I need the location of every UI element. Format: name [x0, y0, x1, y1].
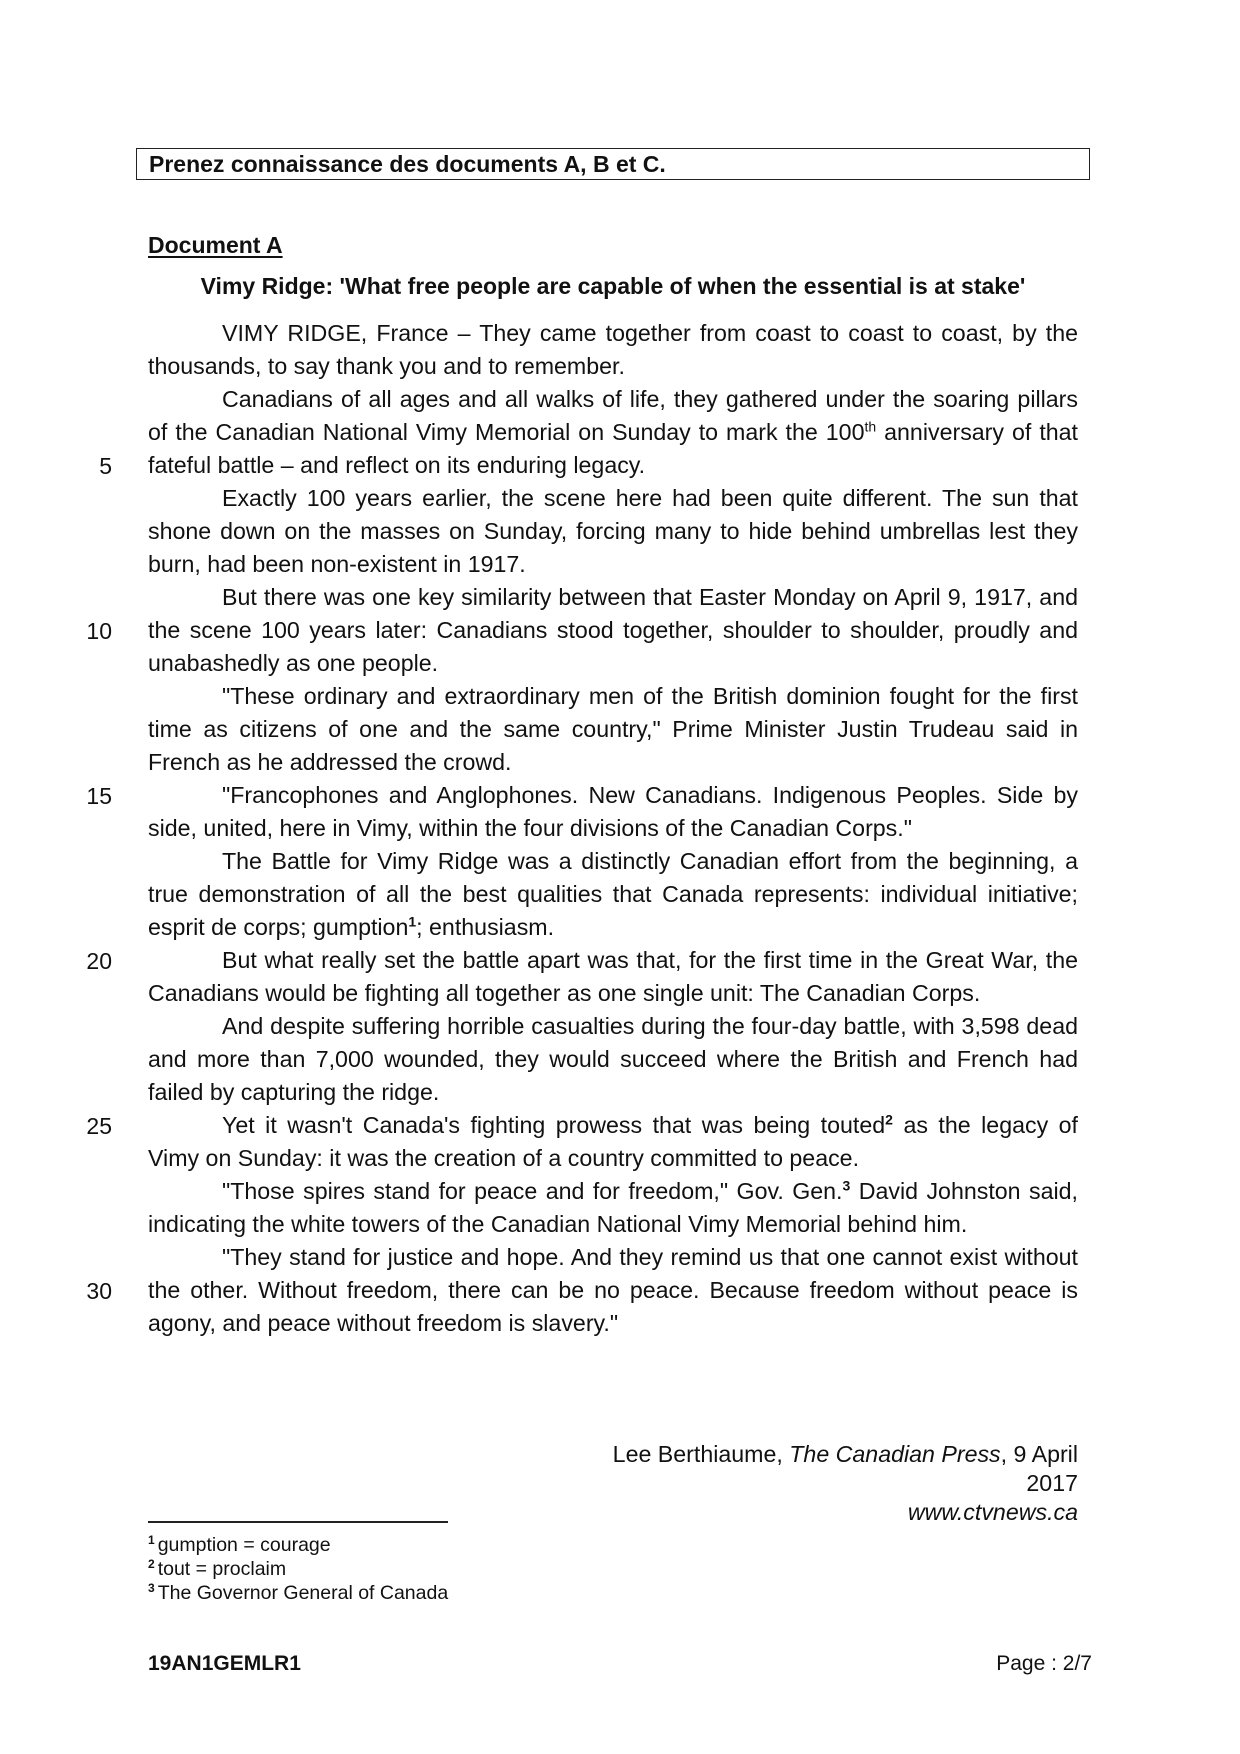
source-website: www.ctvnews.ca: [907, 1499, 1078, 1525]
source-line: [600, 1440, 1078, 1498]
line-number-10: 10: [86, 618, 112, 644]
footnotes: [148, 1533, 448, 1605]
footnote-divider: [148, 1521, 448, 1523]
line-number-20: 20: [86, 948, 112, 974]
instruction-box: [136, 148, 1090, 180]
superscript-th: th: [864, 418, 877, 435]
paragraph-1: VIMY RIDGE, France – They came together from coast to coast to coast, by the thousands, to say thank you and to remember.: [148, 320, 1078, 379]
source-author: Lee Berthiaume,: [612, 1441, 790, 1467]
exam-code: 19AN1GEMLR1: [148, 1652, 301, 1675]
source-date: , 9 April 2017: [1000, 1441, 1078, 1496]
footnote-2: $^2$ tout = proclaim: [148, 1556, 287, 1580]
article-body: [148, 317, 1078, 1340]
footnote-3: $^3$ The Governor General of Canada: [148, 1580, 449, 1604]
footnote-1: $^1$ gumption = courage: [148, 1532, 331, 1556]
paragraph-11: "Those spires stand for peace and for freedom," Gov. Gen.$^3$ David Johnston said, indicating the white towers of the Canadian National Vimy Memorial behind him.: [148, 1177, 1079, 1237]
document-title: Vimy Ridge: 'What free people are capable of when the essential is at stake': [200, 273, 1026, 299]
footnote-ref-2: 2: [885, 1111, 893, 1128]
source-publication: The Canadian Press: [789, 1441, 1001, 1467]
paragraph-10: Yet it wasn't Canada's fighting prowess that was being touted$^2$ as the legacy of Vimy on Sunday: it was the creation of a country committed to peace.: [148, 1111, 1079, 1171]
paragraph-3: Exactly 100 years earlier, the scene here had been quite different. The sun that shone down on the masses on Sunday, forcing many to hide behind umbrellas lest they burn, had been non-existent in 1917.: [148, 485, 1078, 577]
page-number: Page : 2/7: [996, 1652, 1092, 1675]
paragraph-9: And despite suffering horrible casualties during the four-day battle, with 3,598 dead and more than 7,000 wounded, they would succeed where the British and French had failed by capturing the ridge.: [148, 1013, 1078, 1105]
paragraph-4: But there was one key similarity between that Easter Monday on April 9, 1917, and the scene 100 years later: Canadians stood together, shoulder to shoulder, proudly and unabashedly as one people.: [148, 584, 1078, 676]
footnote-ref-1: 1: [408, 913, 417, 930]
paragraph-7: The Battle for Vimy Ridge was a distinctly Canadian effort from the beginning, a true demonstration of all the best qualities that Canada represents: individual initiative; esprit de corps; gumption$^1$; enthusiasm.: [148, 848, 1078, 940]
line-number-15: 15: [86, 783, 112, 809]
instruction-text: Prenez connaissance des documents A, B et C.: [149, 151, 666, 177]
document-heading: Document A: [148, 232, 283, 258]
footnote-ref-3: 3: [842, 1177, 851, 1194]
line-number-5: 5: [99, 453, 112, 479]
line-number-25: 25: [86, 1113, 112, 1139]
paragraph-5: "These ordinary and extraordinary men of the British dominion fought for the first time as citizens of one and the same country," Prime Minister Justin Trudeau said in French as he addressed the crowd.: [148, 683, 1078, 775]
paragraph-6: "Francophones and Anglophones. New Canadians. Indigenous Peoples. Side by side, united, here in Vimy, within the four divisions of the Canadian Corps.": [148, 782, 1078, 841]
paragraph-8: But what really set the battle apart was that, for the first time in the Great War, the Canadians would be fighting all together as one single unit: The Canadian Corps.: [148, 947, 1078, 1006]
source-citation: [600, 1440, 1078, 1527]
paragraph-12: "They stand for justice and hope. And they remind us that one cannot exist without the other. Without freedom, there can be no peace. Because freedom without peace is agony, and peace without freedom is slavery.": [148, 1244, 1078, 1336]
line-number-30: 30: [86, 1278, 112, 1304]
paragraph-2: Canadians of all ages and all walks of life, they gathered under the soaring pillars of the Canadian National Vimy Memorial on Sunday to mark the 100th anniversary of that fateful battle – and reflect on its enduring legacy.: [148, 386, 1078, 478]
